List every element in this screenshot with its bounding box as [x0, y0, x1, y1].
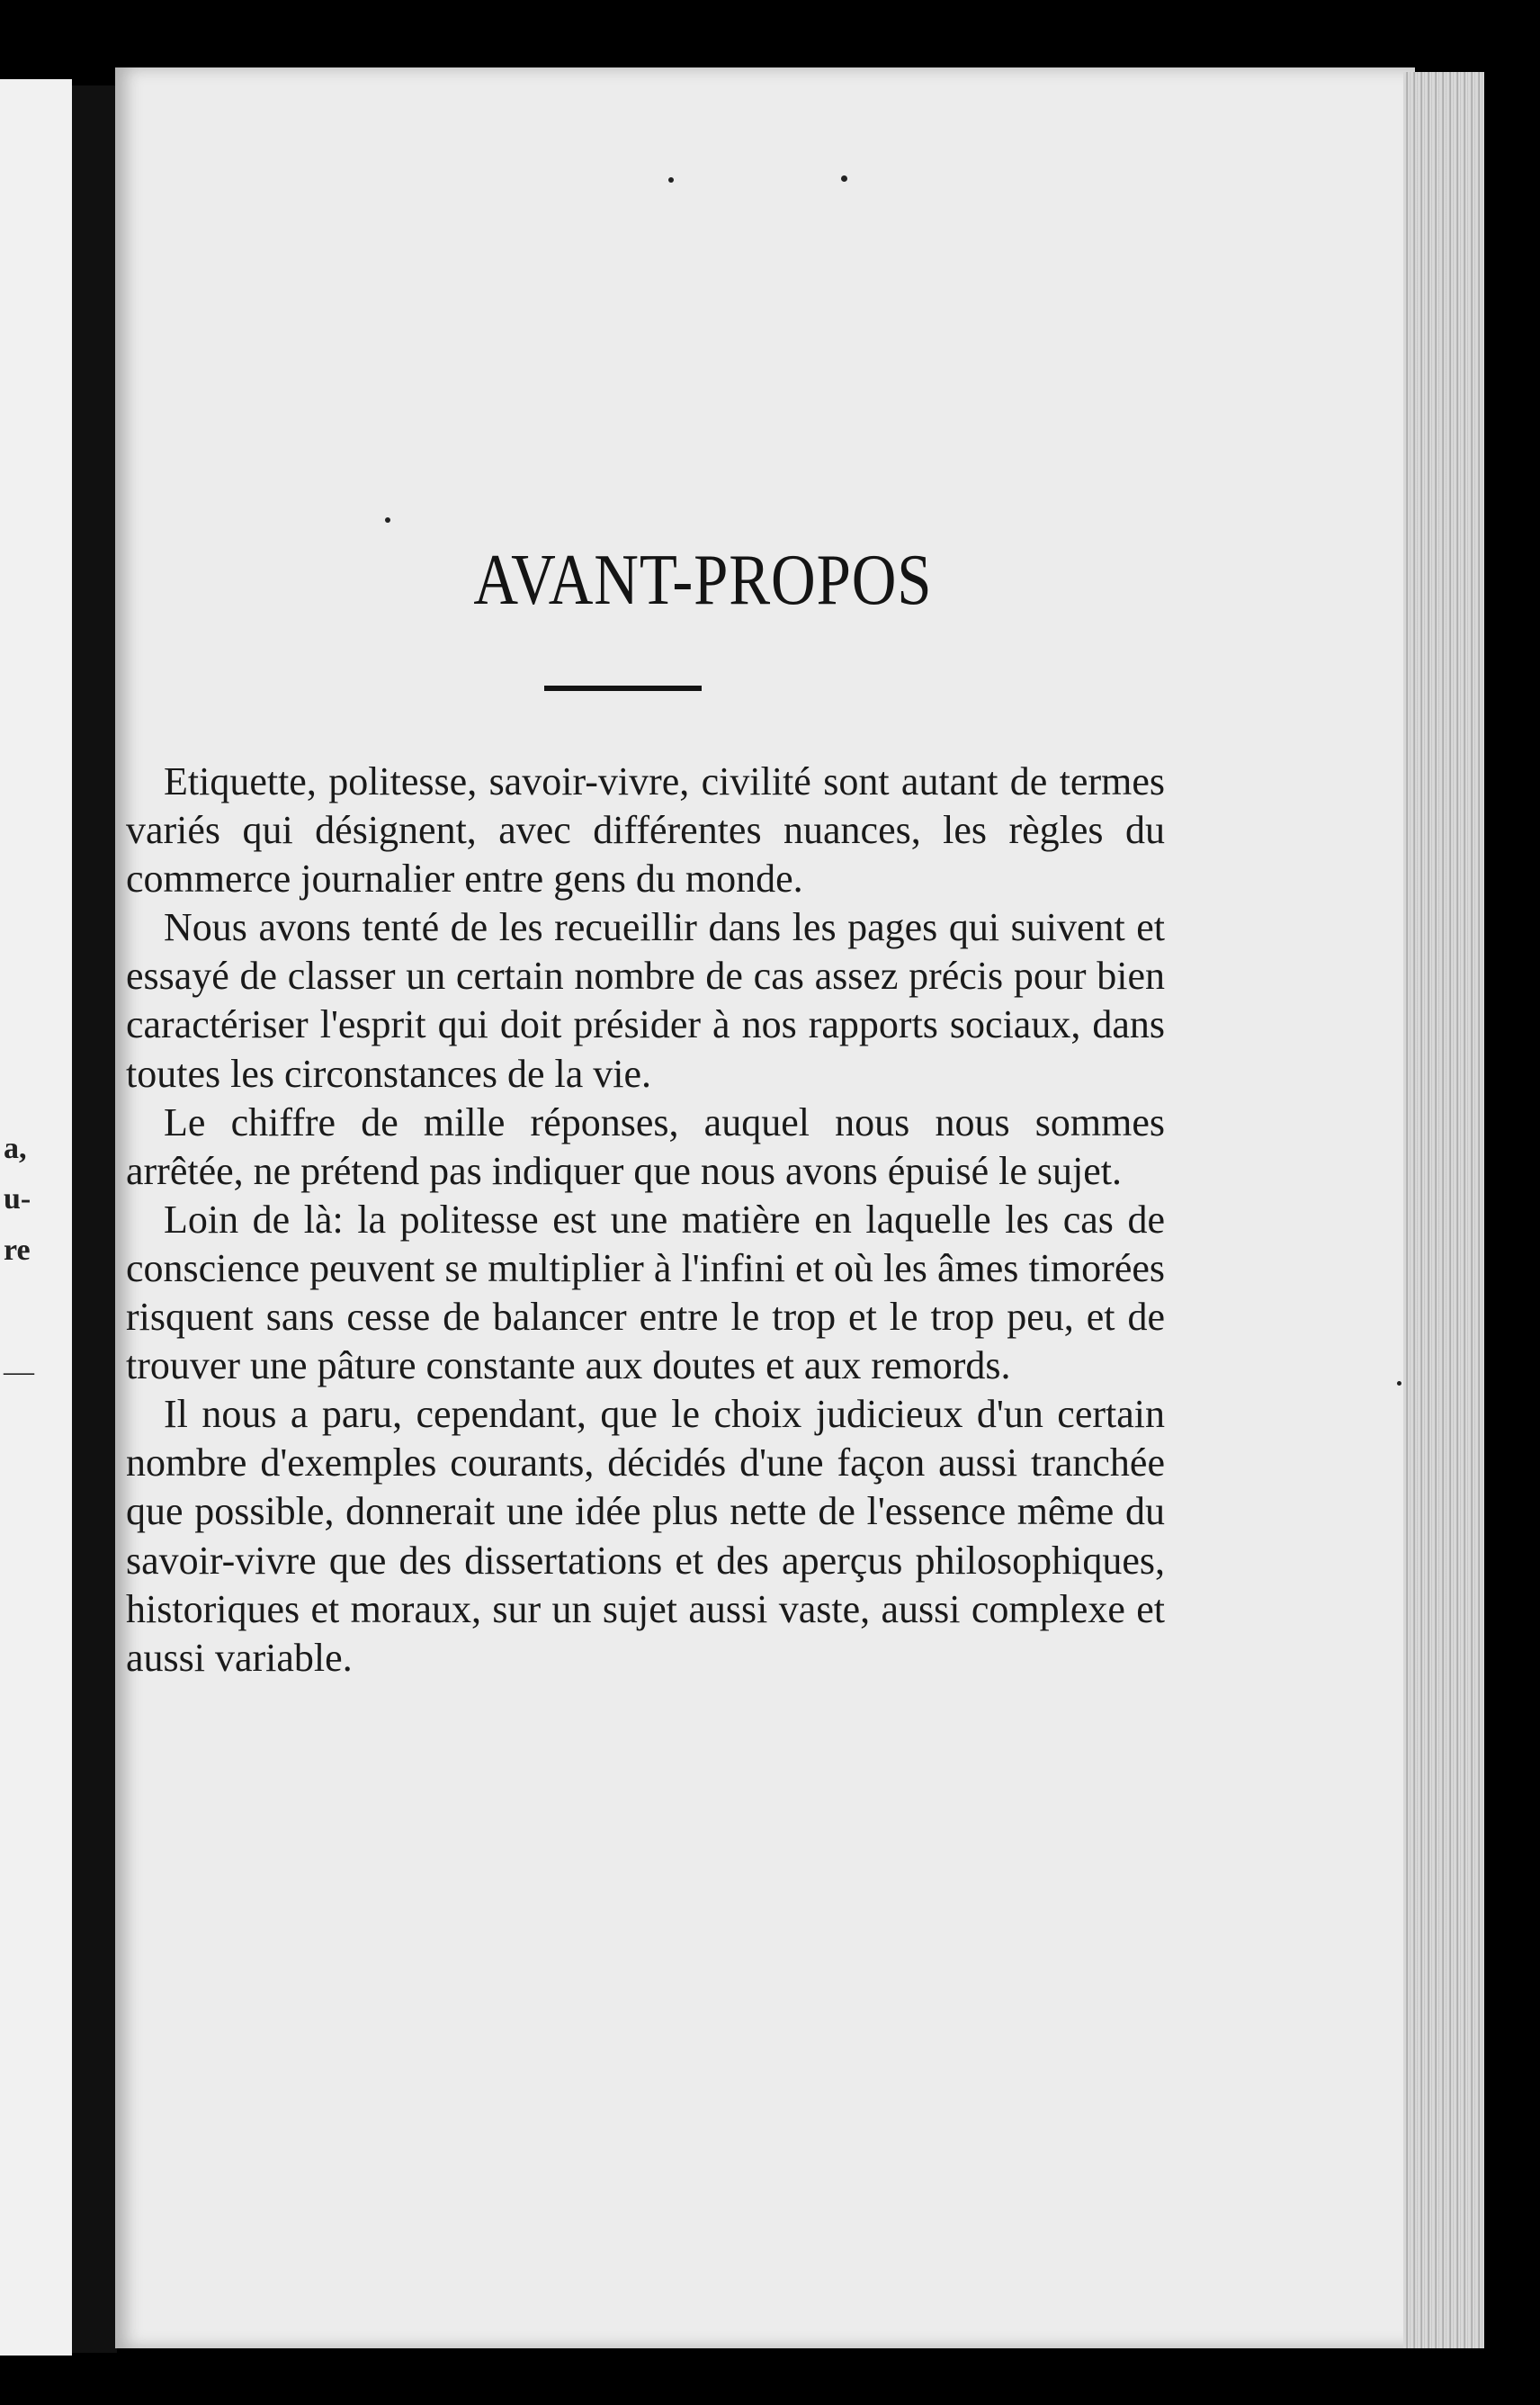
binding-gutter — [72, 85, 117, 2353]
ink-speck — [841, 175, 847, 182]
previous-page-fragment: u- — [4, 1182, 31, 1216]
title-rule — [544, 686, 702, 691]
page-edges — [1403, 72, 1484, 2348]
page-title: AVANT-PROPOS — [473, 541, 933, 620]
ink-speck — [1397, 1381, 1401, 1386]
ink-speck — [385, 517, 390, 523]
paragraph: Nous avons tenté de les recueillir dans les pages qui suivent et essayé de classer un certain nombre de cas assez précis pour bien caractériser l'esprit qui doit présider à nos rapports sociaux, dans toutes les circonstances de la vie. — [126, 905, 1165, 1096]
ink-speck — [668, 177, 674, 183]
previous-page-fragment: re — [4, 1234, 31, 1267]
previous-page-fragment: — — [4, 1355, 34, 1388]
paragraph: Loin de là: la politesse est une matière en laquelle les cas de conscience peuvent se multiplier à l'infini et où les âmes timorées risquent sans cesse de balancer entre le trop et le trop peu, et de trouver une pâture constante aux doutes et aux remords. — [126, 1197, 1165, 1388]
paragraph: Il nous a paru, cependant, que le choix judicieux d'un certain nombre d'exemples courants, décidés d'une façon aussi tranchée que possible, donnerait une idée plus nette de l'essence même du savoir-vivre que des dissertations et des aperçus philosophiques, historiques et moraux, sur un sujet aussi vaste, aussi complexe et aussi variable. — [126, 1392, 1165, 1680]
paragraph: Etiquette, politesse, savoir-vivre, civilité sont autant de termes variés qui désignent, avec différentes nuances, les règles du commerce journalier entre gens du monde. — [126, 759, 1165, 902]
previous-page-fragment: a, — [4, 1132, 27, 1165]
paragraph: Le chiffre de mille réponses, auquel nous nous sommes arrêtée, ne prétend pas indiquer que nous avons épuisé le sujet. — [126, 1099, 1165, 1193]
previous-page-edge — [0, 79, 72, 2356]
body-text — [126, 758, 1165, 1683]
